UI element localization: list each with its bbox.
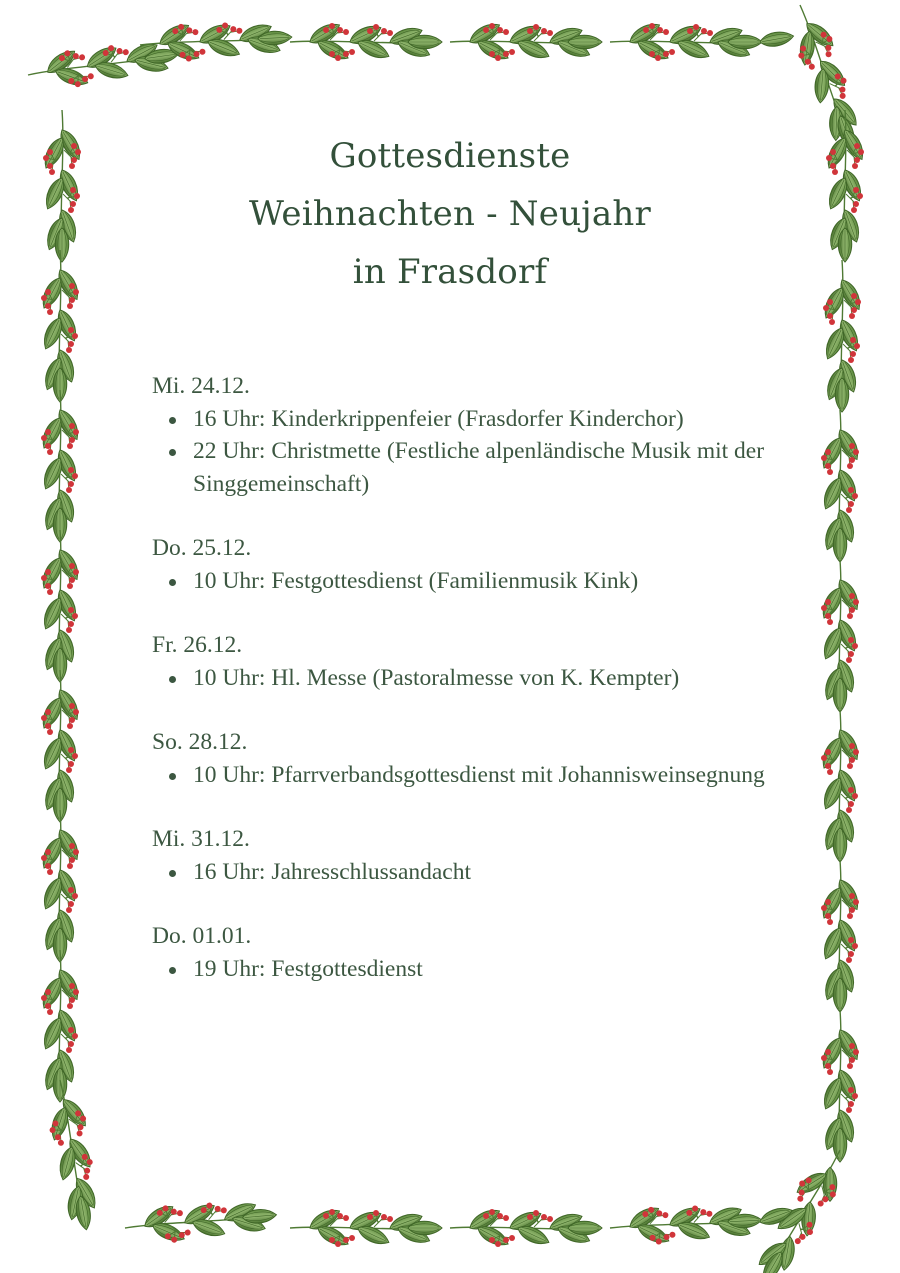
event-item: [152, 435, 772, 500]
event-text: 10 Uhr: Festgottesdienst (Familienmusik Kink): [193, 567, 639, 594]
event-list: [152, 403, 772, 501]
title-line-1: Gottesdienste: [329, 136, 571, 176]
event-item: [152, 953, 772, 986]
event-item: [152, 565, 772, 598]
day-label: Do. 25.12.: [152, 535, 252, 561]
event-list: [152, 953, 772, 986]
day-label: Do. 01.01.: [152, 923, 252, 949]
event-item: [152, 403, 772, 436]
event-item: [152, 662, 772, 695]
event-text: 10 Uhr: Hl. Messe (Pastoralmesse von K. Kempter): [193, 664, 680, 691]
day-block: [152, 532, 772, 597]
day-label: Fr. 26.12.: [152, 632, 243, 658]
day-block: [152, 370, 772, 500]
event-text: 16 Uhr: Kinderkrippenfeier (Frasdorfer Kinderchor): [193, 405, 684, 432]
bullet-icon: [169, 449, 176, 456]
bullet-icon: [169, 676, 176, 683]
day-label: Mi. 31.12.: [152, 826, 250, 852]
event-text: 10 Uhr: Pfarrverbandsgottesdienst mit Johannisweinsegnung: [193, 761, 765, 788]
event-item: [152, 759, 772, 792]
day-block: [152, 920, 772, 985]
event-list: [152, 662, 772, 695]
day-label: Mi. 24.12.: [152, 373, 250, 399]
bullet-icon: [169, 417, 176, 424]
event-list: [152, 856, 772, 889]
event-text: 16 Uhr: Jahresschlussandacht: [193, 858, 472, 885]
event-list: [152, 565, 772, 598]
day-label: So. 28.12.: [152, 729, 248, 755]
bullet-icon: [169, 870, 176, 877]
day-block: [152, 823, 772, 888]
day-block: [152, 629, 772, 694]
event-item: [152, 856, 772, 889]
event-list: [152, 759, 772, 792]
page-title: [0, 127, 900, 301]
title-line-3: in Frasdorf: [352, 252, 548, 292]
service-schedule: [152, 370, 772, 1017]
bullet-icon: [169, 579, 176, 586]
day-block: [152, 726, 772, 791]
event-text: 19 Uhr: Festgottesdienst: [193, 955, 423, 982]
title-line-2: Weihnachten - Neujahr: [249, 194, 651, 234]
bullet-icon: [169, 967, 176, 974]
bullet-icon: [169, 773, 176, 780]
event-text: 22 Uhr: Christmette (Festliche alpenländische Musik mit der Singgemeinschaft): [193, 438, 765, 497]
